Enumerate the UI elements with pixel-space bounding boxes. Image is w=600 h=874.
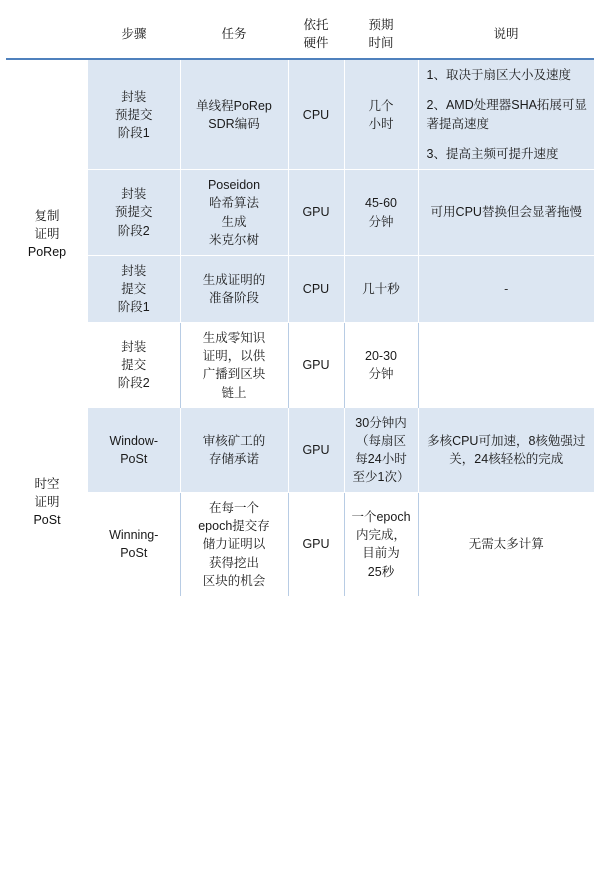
task-line2: 证明，以供 bbox=[202, 349, 266, 364]
cell-time bbox=[344, 170, 418, 256]
cell-step bbox=[88, 170, 180, 256]
cell-task bbox=[180, 408, 288, 493]
time-line4: 至少1次） bbox=[352, 470, 410, 484]
time-line1: 几个 bbox=[368, 98, 394, 113]
cell-note bbox=[418, 59, 594, 170]
table-row bbox=[6, 255, 594, 322]
cell-hardware: CPU bbox=[288, 255, 344, 322]
task-line2: epoch提交存 bbox=[198, 519, 270, 534]
task-line2: 准备阶段 bbox=[208, 290, 259, 305]
time-line3: 每24小时 bbox=[355, 451, 407, 466]
group-label-post bbox=[6, 408, 88, 596]
time-line3: 目前为 bbox=[362, 546, 400, 561]
cell-step bbox=[88, 323, 180, 408]
step-line2: PoSt bbox=[120, 546, 148, 561]
header-hardware bbox=[288, 10, 344, 59]
step-line1: 封装 bbox=[121, 89, 147, 104]
task-line3: 广播到区块 bbox=[202, 367, 266, 382]
table-header bbox=[6, 10, 594, 59]
header-time bbox=[344, 10, 418, 59]
time-line1: 几十秒 bbox=[362, 281, 400, 296]
table-row bbox=[6, 493, 594, 596]
task-line1: Poseidon bbox=[207, 178, 261, 193]
step-line1: 封装 bbox=[121, 187, 147, 202]
time-line2: 内完成， bbox=[355, 528, 406, 543]
time-line2: 分钟 bbox=[368, 367, 394, 382]
cell-step bbox=[88, 408, 180, 493]
cell-hardware: GPU bbox=[288, 170, 344, 256]
header-step: 步骤 bbox=[88, 10, 180, 59]
cell-note: - bbox=[418, 255, 594, 322]
table-row bbox=[6, 170, 594, 256]
table-row bbox=[6, 59, 594, 170]
task-line1: 单线程PoRep bbox=[196, 98, 272, 113]
cell-step bbox=[88, 493, 180, 596]
cell-time bbox=[344, 493, 418, 596]
header-blank bbox=[6, 10, 88, 59]
step-line1: 封装 bbox=[121, 263, 147, 278]
note-list bbox=[423, 66, 591, 163]
step-line1: 封装 bbox=[121, 340, 147, 355]
time-line4: 25秒 bbox=[367, 564, 395, 579]
group-label-line1: 时空 bbox=[34, 476, 60, 491]
task-line1: 生成零知识 bbox=[202, 331, 266, 346]
step-line2: 提交 bbox=[121, 358, 147, 373]
cell-hardware: GPU bbox=[288, 493, 344, 596]
cell-step bbox=[88, 255, 180, 322]
step-line2: 提交 bbox=[121, 281, 147, 296]
time-line1: 一个epoch bbox=[351, 510, 411, 525]
cell-task bbox=[180, 323, 288, 408]
table-row bbox=[6, 323, 594, 408]
step-line3: 阶段2 bbox=[117, 223, 150, 238]
cell-note bbox=[418, 323, 594, 408]
cell-task bbox=[180, 170, 288, 256]
step-line2: PoSt bbox=[120, 451, 148, 466]
group-label-line3: PoSt bbox=[33, 512, 61, 527]
table-body bbox=[6, 59, 594, 596]
note-item: 2、AMD处理器SHA拓展可显著提高速度 bbox=[426, 98, 587, 131]
cell-step bbox=[88, 59, 180, 170]
cell-hardware: GPU bbox=[288, 323, 344, 408]
cell-time bbox=[344, 408, 418, 493]
time-line1: 30分钟内 bbox=[355, 415, 407, 430]
cell-task bbox=[180, 493, 288, 596]
time-line1: 20-30 bbox=[365, 349, 397, 364]
task-line4: 获得挖出 bbox=[208, 555, 259, 570]
task-line1: 审核矿工的 bbox=[202, 433, 266, 448]
task-line5: 区块的机会 bbox=[202, 573, 266, 588]
group-label-line1: 复制 bbox=[34, 208, 60, 223]
task-line4: 链上 bbox=[221, 385, 247, 400]
task-line1: 在每一个 bbox=[208, 501, 259, 516]
header-time-line1: 预期 bbox=[368, 18, 394, 32]
task-line2: 哈希算法 bbox=[208, 196, 259, 211]
group-label-line2: 证明 bbox=[34, 494, 60, 509]
task-line3: 生成 bbox=[221, 214, 247, 229]
cell-time bbox=[344, 323, 418, 408]
note-item: 1、取决于扇区大小及速度 bbox=[426, 68, 571, 83]
group-label-line3: PoRep bbox=[27, 244, 67, 259]
cell-note: 无需太多计算 bbox=[418, 493, 594, 596]
table-row bbox=[6, 408, 594, 493]
cell-time bbox=[344, 59, 418, 170]
step-line2: 预提交 bbox=[114, 107, 153, 122]
time-line2: （每扇区 bbox=[355, 433, 406, 448]
time-line2: 分钟 bbox=[368, 214, 394, 229]
task-line2: SDR编码 bbox=[208, 116, 260, 131]
note-item: 3、提高主频可提升速度 bbox=[426, 146, 559, 161]
header-row bbox=[6, 10, 594, 59]
cell-hardware: GPU bbox=[288, 408, 344, 493]
step-line3: 阶段2 bbox=[117, 376, 150, 391]
cell-task bbox=[180, 255, 288, 322]
step-line3: 阶段1 bbox=[117, 125, 150, 140]
step-line1: Winning- bbox=[109, 528, 159, 543]
task-line4: 米克尔树 bbox=[208, 232, 259, 247]
cell-note: 可用CPU替换但会显著拖慢 bbox=[418, 170, 594, 256]
step-line3: 阶段1 bbox=[117, 300, 150, 314]
header-note: 说明 bbox=[418, 10, 594, 59]
cell-note: 多核CPU可加速，8核勉强过关，24核轻松的完成 bbox=[418, 408, 594, 493]
step-line1: Window- bbox=[109, 433, 159, 448]
header-hardware-line1: 依托 bbox=[303, 18, 329, 32]
cell-time bbox=[344, 255, 418, 322]
task-line3: 储力证明以 bbox=[202, 537, 266, 552]
header-task: 任务 bbox=[180, 10, 288, 59]
time-line1: 45-60 bbox=[365, 196, 397, 211]
cell-task bbox=[180, 59, 288, 170]
task-line2: 存储承诺 bbox=[208, 451, 259, 466]
group-label-porep bbox=[6, 59, 88, 407]
task-line1: 生成证明的 bbox=[202, 272, 266, 287]
step-line2: 预提交 bbox=[114, 205, 153, 220]
header-hardware-line2: 硬件 bbox=[303, 36, 329, 51]
group-label-line2: 证明 bbox=[34, 226, 60, 241]
comparison-table bbox=[6, 10, 594, 596]
header-time-line2: 时间 bbox=[368, 36, 394, 51]
cell-hardware: CPU bbox=[288, 59, 344, 170]
time-line2: 小时 bbox=[368, 116, 394, 131]
